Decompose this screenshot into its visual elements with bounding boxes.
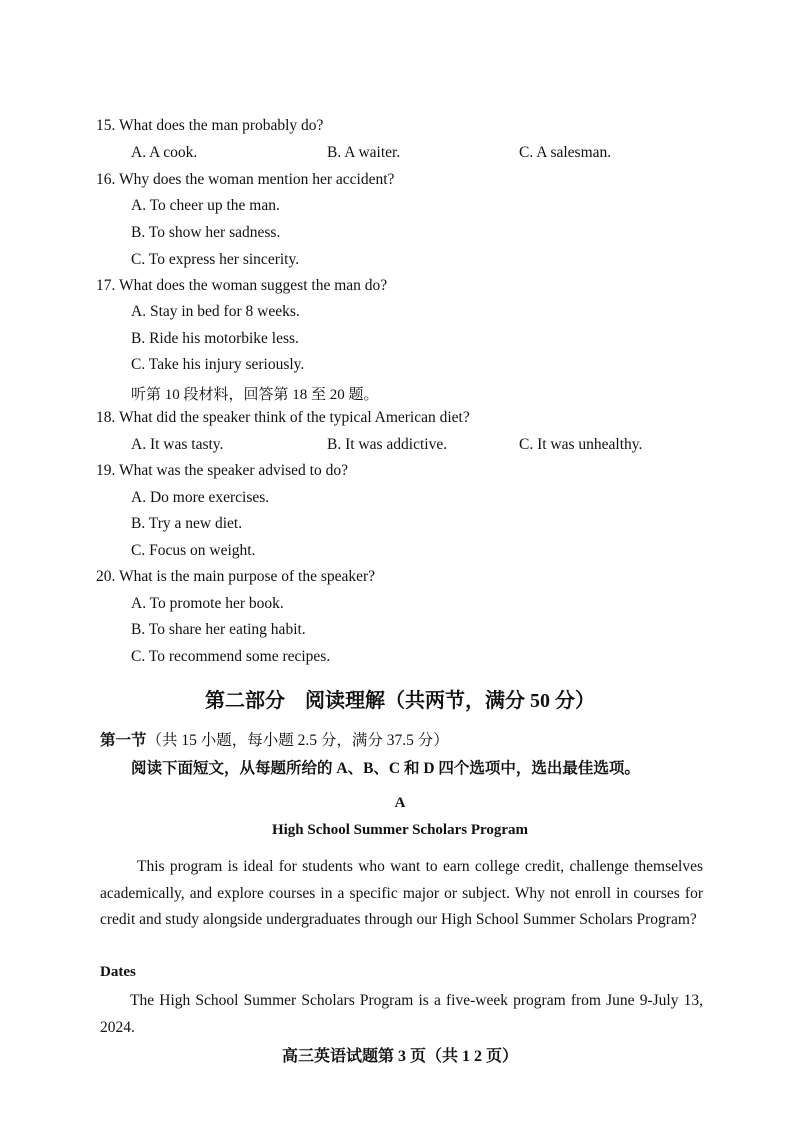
listening-instruction: 听第 10 段材料，回答第 18 至 20 题。 (131, 387, 379, 403)
question-16-option-c: C. To express her sincerity. (131, 251, 300, 268)
question-16-option-b: B. To show her sadness. (131, 224, 281, 241)
passage-paragraph-1-text: This program is ideal for students who want to earn college credit, challenge themselves academically, and explore courses in a specific major or subject. Why not enroll in courses for credit and study alongside undergraduates through our High School Summer Scholars Program? (100, 858, 703, 928)
question-17-option-b: B. Ride his motorbike less. (131, 330, 299, 347)
section-one-header (100, 728, 449, 750)
part-two-title: 第二部分 阅读理解（共两节，满分 50 分） (205, 690, 595, 712)
question-20-option-b: B. To share her eating habit. (131, 621, 306, 638)
passage-paragraph-2 (100, 988, 703, 1041)
passage-paragraph-1 (100, 854, 703, 934)
question-20-option-a: A. To promote her book. (131, 595, 284, 612)
question-19-option-b: B. Try a new diet. (131, 515, 243, 532)
question-17-option-a: A. Stay in bed for 8 weeks. (131, 303, 300, 320)
question-15-stem: 15. What does the man probably do? (96, 117, 324, 134)
question-18-option-a: A. It was tasty. (131, 436, 224, 453)
question-17-stem: 17. What does the woman suggest the man do? (96, 277, 388, 294)
question-19-option-c: C. Focus on weight. (131, 542, 256, 559)
question-17-option-c: C. Take his injury seriously. (131, 356, 305, 373)
passage-paragraph-2-text: The High School Summer Scholars Program is a five-week program from June 9-July 13, 2024. (100, 992, 703, 1036)
section-one-detail: （共 15 小题，每小题 2.5 分，满分 37.5 分） (146, 732, 449, 749)
question-19-stem: 19. What was the speaker advised to do? (96, 462, 348, 479)
passage-letter: A (394, 795, 406, 811)
question-18-option-c: C. It was unhealthy. (519, 436, 643, 453)
question-20-stem: 20. What is the main purpose of the speaker? (96, 568, 376, 585)
question-15-option-a: A. A cook. (131, 144, 198, 161)
question-16-option-a: A. To cheer up the man. (131, 197, 280, 214)
question-15-option-b: B. A waiter. (327, 144, 401, 161)
question-20-option-c: C. To recommend some recipes. (131, 648, 331, 665)
question-16-stem: 16. Why does the woman mention her accident? (96, 171, 395, 188)
reading-instruction: 阅读下面短文，从每题所给的 A、B、C 和 D 四个选项中，选出最佳选项。 (131, 760, 640, 777)
dates-heading: Dates (100, 964, 136, 980)
passage-title: High School Summer Scholars Program (271, 822, 529, 838)
question-19-option-a: A. Do more exercises. (131, 489, 270, 506)
question-18-stem: 18. What did the speaker think of the typical American diet? (96, 409, 470, 426)
question-15-option-c: C. A salesman. (519, 144, 612, 161)
section-one-label: 第一节 (100, 732, 147, 749)
question-18-option-b: B. It was addictive. (327, 436, 448, 453)
page-footer: 高三英语试题第 3 页（共 1 2 页） (281, 1048, 518, 1065)
